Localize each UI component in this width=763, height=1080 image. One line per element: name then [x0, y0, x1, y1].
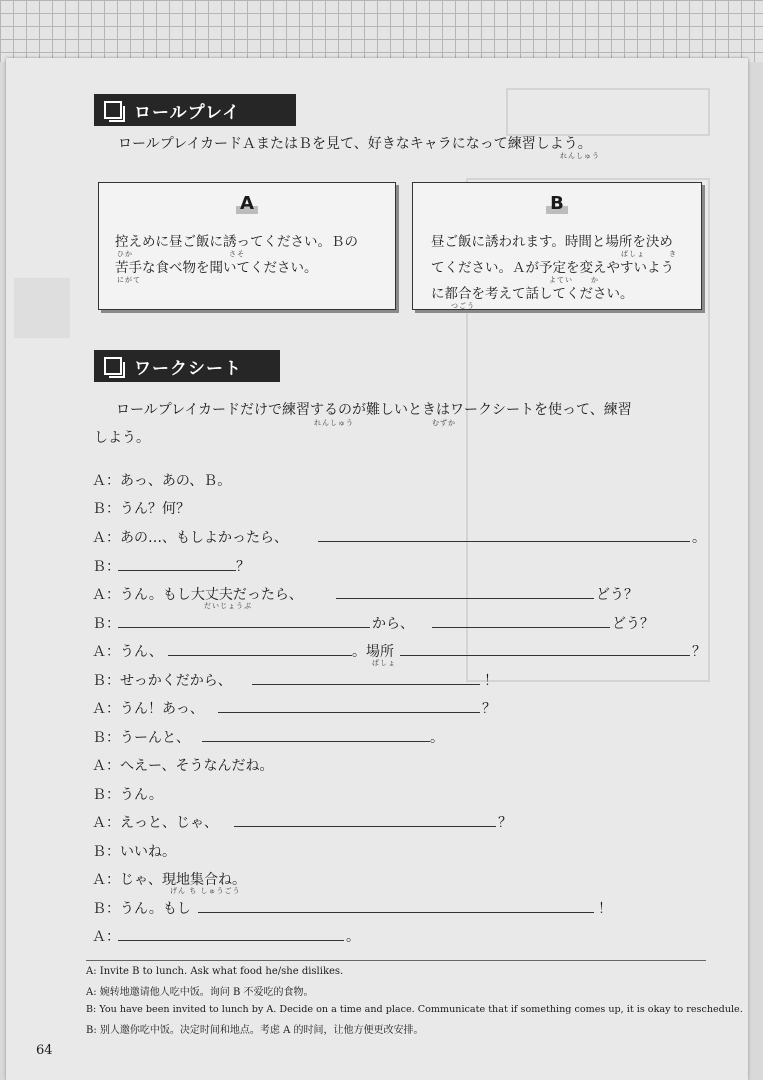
card-b-text: [431, 229, 691, 307]
answer-blank[interactable]: [318, 541, 690, 542]
card-b-line: てください。Ａが予定を変えやすいよう: [431, 260, 674, 276]
dialogue-ruby: ばしょ: [372, 659, 396, 667]
dialogue-line: Ｂ：うん。: [92, 787, 163, 803]
answer-blank[interactable]: [202, 741, 430, 742]
roleplay-heading: [94, 94, 296, 126]
footnote-b-english: B: You have been invited to lunch by A. Decide on a time and place. Communicate that if something comes up, it is okay to reschedule.: [86, 1004, 743, 1015]
square-icon: [104, 357, 122, 375]
answer-blank[interactable]: [336, 598, 594, 599]
page-number: 64: [36, 1043, 53, 1058]
dialogue-line-end: どう？: [612, 616, 654, 632]
card-a-ruby: にがて: [117, 276, 141, 284]
roleplay-intro: ロールプレイカードＡまたはＢを見て、好きなキャラになって練習しよう。: [118, 136, 592, 152]
answer-blank[interactable]: [118, 570, 236, 571]
show-through-shape: [506, 88, 710, 136]
dialogue-line: Ａ：へえー、そうなんだね。: [92, 758, 274, 774]
card-b-ruby: よてい: [549, 276, 573, 284]
answer-blank[interactable]: [252, 684, 480, 685]
dialogue-line: Ａ：えっと、じゃ、: [92, 815, 218, 831]
footnote-a-english: A: Invite B to lunch. Ask what food he/she dislikes.: [86, 966, 344, 977]
show-through-shape: [14, 278, 70, 338]
footnote-rule: [86, 960, 706, 961]
dialogue-line-end: ？: [482, 701, 496, 717]
dialogue-line: Ｂ：: [92, 559, 120, 575]
dialogue-line: Ａ：うん、: [92, 644, 163, 660]
worksheet-heading: [94, 350, 280, 382]
dialogue-line: Ａ：あの…、もしよかったら、: [92, 530, 288, 546]
card-b-ruby: き: [669, 250, 677, 258]
dialogue-line: Ｂ：うん。もし: [92, 901, 191, 917]
worksheet-intro-line1: ロールプレイカードだけで練習するのが難しいときはワークシートを使って、練習: [116, 402, 632, 418]
dialogue-line-end: ！: [484, 673, 498, 689]
card-a-text: [115, 229, 385, 281]
dialogue-line-end: 。: [346, 929, 360, 945]
dialogue-line: Ａ：: [92, 929, 120, 945]
answer-blank[interactable]: [432, 627, 610, 628]
dialogue-line: Ｂ：: [92, 616, 120, 632]
answer-blank[interactable]: [400, 655, 690, 656]
worksheet-intro-line2: しよう。: [94, 430, 150, 446]
dialogue-line: Ａ：うん。もし大丈夫だったら、: [92, 587, 303, 603]
dialogue-line: Ｂ：いいね。: [92, 844, 176, 860]
card-a-letter: A: [99, 193, 395, 214]
dialogue-line: Ｂ：うん？何？: [92, 501, 190, 517]
answer-blank[interactable]: [168, 655, 352, 656]
card-a-ruby: ひか: [117, 250, 133, 258]
dialogue-line-end: 。: [430, 730, 444, 746]
footnote-a-chinese: A: 婉转地邀请他人吃中饭。询问 B 不爱吃的食物。: [86, 987, 314, 998]
card-b-ruby: ばしょ: [621, 250, 645, 258]
footnote-b-chinese: B: 别人邀你吃中饭。决定时间和地点。考虑 A 的时间，让他方便更改安排。: [86, 1025, 424, 1036]
dialogue-line-end: 。: [692, 530, 706, 546]
grid-paper-background: [0, 0, 763, 62]
card-b-ruby: か: [591, 276, 599, 284]
answer-blank[interactable]: [234, 826, 496, 827]
dialogue-line-end: ？: [236, 559, 250, 575]
ruby-renshu: れんしゅう: [560, 152, 600, 160]
dialogue-line: Ａ：じゃ、現地集合ね。: [92, 872, 246, 888]
roleplay-card-a: [98, 182, 396, 310]
dialogue-line-middle: から、: [372, 616, 414, 632]
dialogue-line-end: ！: [598, 901, 612, 917]
dialogue-line: Ｂ：うーんと、: [92, 730, 190, 746]
card-a-line: 苦手な食べ物を聞いてください。: [115, 260, 318, 276]
ruby-muzuka: むずか: [432, 419, 456, 427]
roleplay-heading-text: ロールプレイ: [134, 102, 241, 123]
dialogue-line: Ａ：うん！あっ、: [92, 701, 204, 717]
card-b-line: 昼ご飯に誘われます。時間と場所を決め: [431, 234, 673, 250]
dialogue-line-end: ？: [498, 815, 512, 831]
card-b-ruby: つごう: [451, 302, 475, 310]
answer-blank[interactable]: [118, 940, 344, 941]
dialogue-ruby: げん ち しゅうごう: [170, 887, 241, 895]
dialogue-line: Ａ：あっ、あの、Ｂ。: [92, 473, 232, 489]
answer-blank[interactable]: [198, 912, 594, 913]
dialogue-line-end: ？: [692, 644, 706, 660]
ruby-renshu: れんしゅう: [314, 419, 354, 427]
dialogue-line: Ｂ：せっかくだから、: [92, 673, 232, 689]
answer-blank[interactable]: [118, 627, 370, 628]
roleplay-card-b: [412, 182, 702, 310]
card-b-line: に都合を考えて話してください。: [431, 286, 634, 302]
dialogue-line-middle: 。場所: [352, 644, 394, 660]
card-a-line: 控えめに昼ご飯に誘ってください。Ｂの: [115, 234, 358, 250]
card-b-letter: B: [413, 193, 701, 214]
card-a-ruby: さそ: [229, 250, 245, 258]
dialogue-ruby: だいじょうぶ: [204, 602, 252, 610]
square-icon: [104, 101, 122, 119]
answer-blank[interactable]: [218, 712, 480, 713]
dialogue-line-end: どう？: [596, 587, 638, 603]
worksheet-heading-text: ワークシート: [134, 358, 242, 379]
